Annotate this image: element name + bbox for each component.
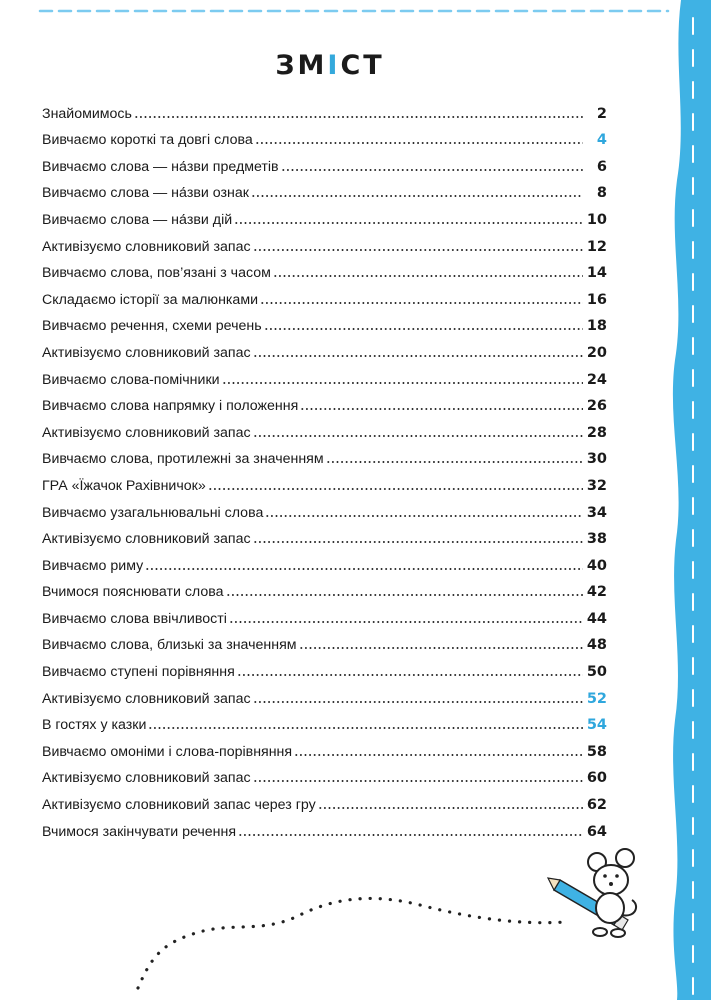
toc-entry-page: 34	[586, 504, 607, 521]
toc-entry-page: 20	[586, 344, 607, 361]
toc-entry-page: 48	[586, 637, 607, 654]
toc-entry-page: 14	[586, 265, 607, 282]
toc-entry-page: 64	[586, 823, 607, 840]
toc-entry-page: 44	[586, 610, 607, 627]
title-part-1: ЗМ	[275, 50, 328, 81]
toc-entry-label: В гостях у казки	[42, 717, 147, 734]
toc-entry-page: 18	[586, 318, 607, 335]
toc-entry-page: 52	[586, 690, 607, 707]
toc-entry-page: 38	[586, 531, 607, 548]
toc-entry-page: 2	[596, 105, 607, 122]
toc-entry-label: Активізуємо словниковий запас	[42, 770, 251, 787]
toc-entry-label: Вивчаємо узагальнювальні слова	[42, 504, 264, 521]
toc-entry-label: Складаємо історії за малюнками	[42, 291, 258, 308]
toc-entry-label: Вивчаємо слова, протилежні за значенням	[42, 451, 324, 468]
toc-entry-label: Вивчаємо слова напрямку і положення	[42, 398, 299, 415]
toc-entry-page: 60	[586, 770, 607, 787]
toc-entry-page: 24	[586, 371, 607, 388]
toc-entry-label: Знайомимось	[42, 105, 132, 122]
title-part-2: СТ	[340, 50, 385, 81]
toc-entry-label: Вивчаємо слова — на́зви предметів	[42, 158, 279, 175]
toc-entry-page: 6	[596, 158, 607, 175]
toc-entry-page: 32	[586, 477, 607, 494]
toc-entry-label: Активізуємо словниковий запас через гру	[42, 797, 316, 814]
toc-entry-label: Активізуємо словниковий запас	[42, 238, 251, 255]
toc-entry-page: 26	[586, 398, 607, 415]
toc-entry-page: 28	[586, 424, 607, 441]
toc-entry-page: 4	[596, 132, 607, 149]
toc-entry-label: Вивчаємо слова, пов’язані з часом	[42, 265, 271, 282]
toc-entry-page: 54	[586, 717, 607, 734]
toc-entry-page: 30	[586, 451, 607, 468]
toc-entry-label: Вивчаємо слова-помічники	[42, 371, 220, 388]
toc-entry-page: 12	[586, 238, 607, 255]
toc-entry-label: ГРА «Їжачок Рахівничок»	[42, 477, 206, 494]
mouse-icon	[588, 849, 636, 937]
toc-entry-label: Активізуємо словниковий запас	[42, 344, 251, 361]
toc-entry-page: 58	[586, 743, 607, 760]
toc-entry-page: 16	[586, 291, 607, 308]
toc-entry-page: 40	[586, 557, 607, 574]
toc-entry-label: Вивчаємо короткі та довгі слова	[42, 132, 253, 149]
toc-entry-page: 50	[586, 664, 607, 681]
toc-entry-page: 8	[596, 185, 607, 202]
toc-entry-label: Вивчаємо слова — на́зви ознак	[42, 185, 249, 202]
toc-entry-label: Вивчаємо омоніми і слова-порівняння	[42, 743, 293, 760]
toc-entry-label: Вивчаємо речення, схеми речень	[42, 318, 262, 335]
toc-entry-page: 10	[586, 211, 607, 228]
toc-entry-label: Вчимося закінчувати речення	[42, 823, 237, 840]
toc-entry-page: 42	[586, 584, 607, 601]
toc-entry-label: Вивчаємо ступені порівняння	[42, 664, 235, 681]
toc-entry-page: 62	[586, 797, 607, 814]
toc-entry-label: Активізуємо словниковий запас	[42, 424, 251, 441]
toc-entry-label: Вивчаємо риму	[42, 557, 144, 574]
toc-entry-label: Вивчаємо слова, близькі за значенням	[42, 637, 297, 654]
toc-entry-label: Вчимося пояснювати слова	[42, 584, 224, 601]
toc-entry-label: Вивчаємо слова ввічливості	[42, 610, 227, 627]
toc-entry-label: Активізуємо словниковий запас	[42, 690, 251, 707]
toc-entry-label: Активізуємо словниковий запас	[42, 531, 251, 548]
title-part-accent: І	[327, 50, 341, 81]
toc-entry-label: Вивчаємо слова — на́зви дій	[42, 211, 233, 228]
